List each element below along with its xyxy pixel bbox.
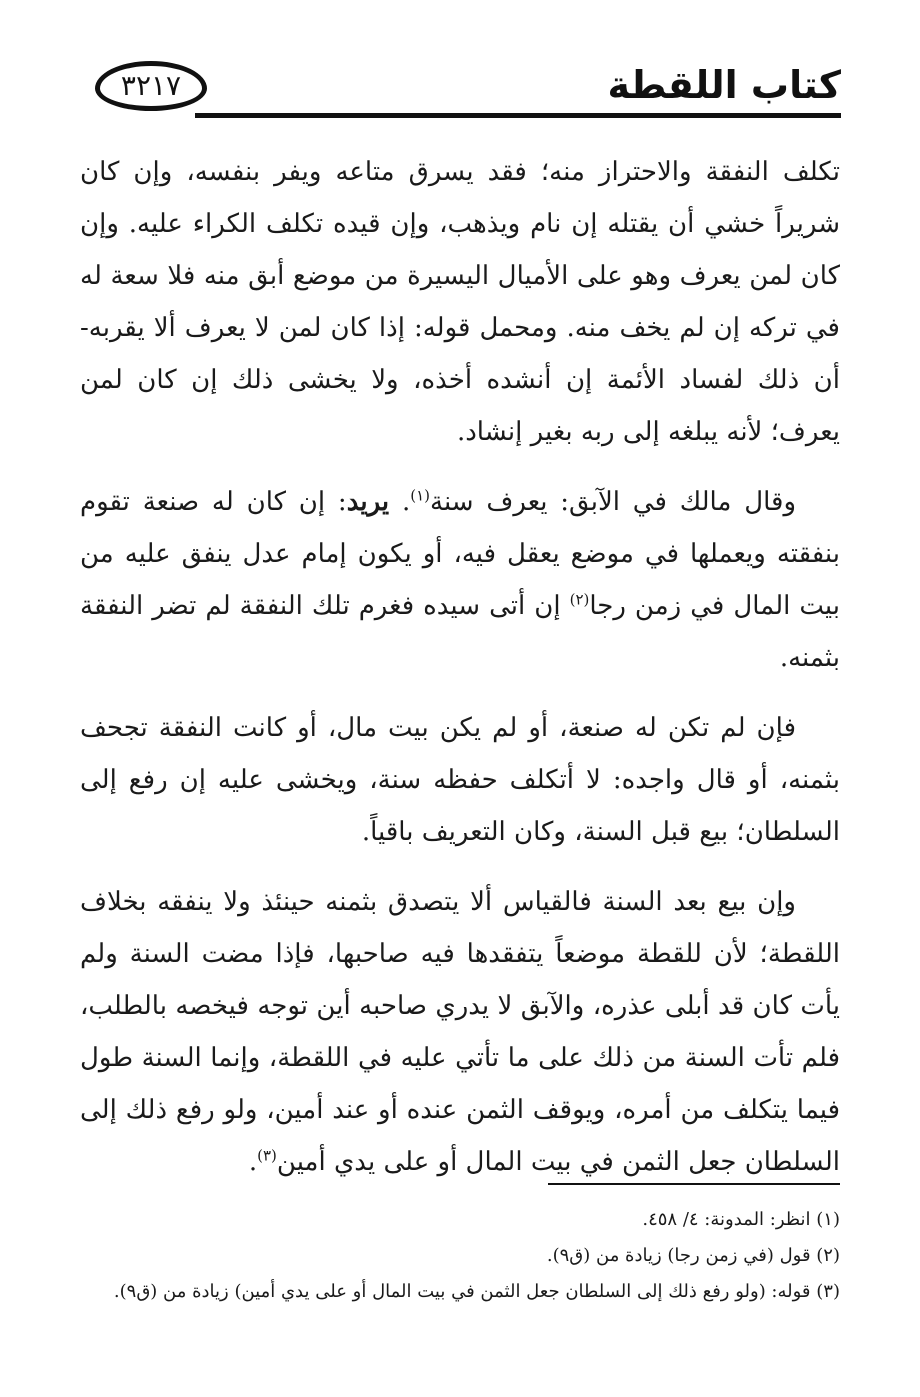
paragraph-3: فإن لم تكن له صنعة، أو لم يكن بيت مال، أو كانت النفقة تجحف بثمنه، أو قال واجده: لا أتكلف حفظه سنة، ويخشى عليه إن رفع إلى السلطان؛ بيع قبل السنة، وكان التعريف باقياً.: [80, 713, 840, 847]
footnote-ref-3: (٣): [257, 1146, 277, 1165]
paragraph-4-part-a: وإن بيع بعد السنة فالقياس ألا يتصدق بثمنه حينئذ ولا ينفقه بخلاف اللقطة؛ لأن للقطة موضعاً يتفقدها فيه صاحبها، فإذا مضت السنة ولم يأت كان قد أبلى عذره، والآبق لا يدري صاحبه أين توجه فيخصه بالطلب، فلم تأت السنة من ذلك على ما تأتي عليه في اللقطة، وإنما السنة طول فيما يتكلف من أمره، ويوقف الثمن عنده أو عند أمين، ولو رفع ذلك إلى السلطان جعل الثمن في بيت المال أو على يدي أمين: [80, 887, 840, 1177]
paragraph-4-part-b: .: [248, 1147, 258, 1177]
footnote-3: (٣) قوله: (ولو رفع ذلك إلى السلطان جعل الثمن في بيت المال أو على يدي أمين) زيادة من (ق٩).: [113, 1281, 840, 1302]
paragraph-2-part-d: إن أتى سيده فغرم تلك النفقة لم تضر النفقة بثمنه.: [80, 591, 840, 673]
page-number: ٣٢١٧: [95, 61, 207, 111]
book-title: كتاب اللقطة: [607, 63, 841, 107]
paragraph-1: تكلف النفقة والاحتراز منه؛ فقد يسرق متاعه ويفر بنفسه، وإن كان شريراً خشي أن يقتله إن نام ويذهب، وإن قيده تكلف الكراء عليه. وإن كان لمن يعرف وهو على الأميال اليسيرة من موضع أبق منه فلا سعة له في تركه إن لم يخف منه. ومحمل قوله: إذا كان لمن لا يعرف ألا يقربه- أن ذلك لفساد الأئمة إن أنشده أخذه، ولا يخشى ذلك إن كان لمن يعرف؛ لأنه يبلغه إلى ربه بغير إنشاد.: [80, 157, 840, 447]
footnote-ref-1: (١): [410, 486, 431, 505]
paragraph-2-part-c: : إن كان له صنعة تقوم بنفقته ويعملها في موضع يعقل فيه، أو يكون إمام عدل ينفق عليه من بيت المال في زمن رجا: [80, 487, 840, 621]
header-rule: [195, 113, 841, 118]
footnotes: [80, 1202, 840, 1310]
paragraph-4: [80, 876, 840, 1188]
page-header: [95, 55, 841, 125]
body-text: [80, 146, 840, 1206]
footnote-separator: [548, 1183, 840, 1185]
paragraph-2-part-b: .: [389, 487, 411, 517]
paragraph-2-bold-word: يريد: [346, 487, 390, 517]
footnote-2: (٢) قول (في زمن رجا) زيادة من (ق٩).: [546, 1245, 840, 1266]
footnote-1: (١) انظر: المدونة: ٤/ ٤٥٨.: [642, 1209, 840, 1230]
paragraph-2: [80, 476, 840, 684]
paragraph-2-part-a: وقال مالك في الآبق: يعرف سنة: [430, 487, 797, 517]
footnote-ref-2: (٢): [569, 590, 590, 609]
